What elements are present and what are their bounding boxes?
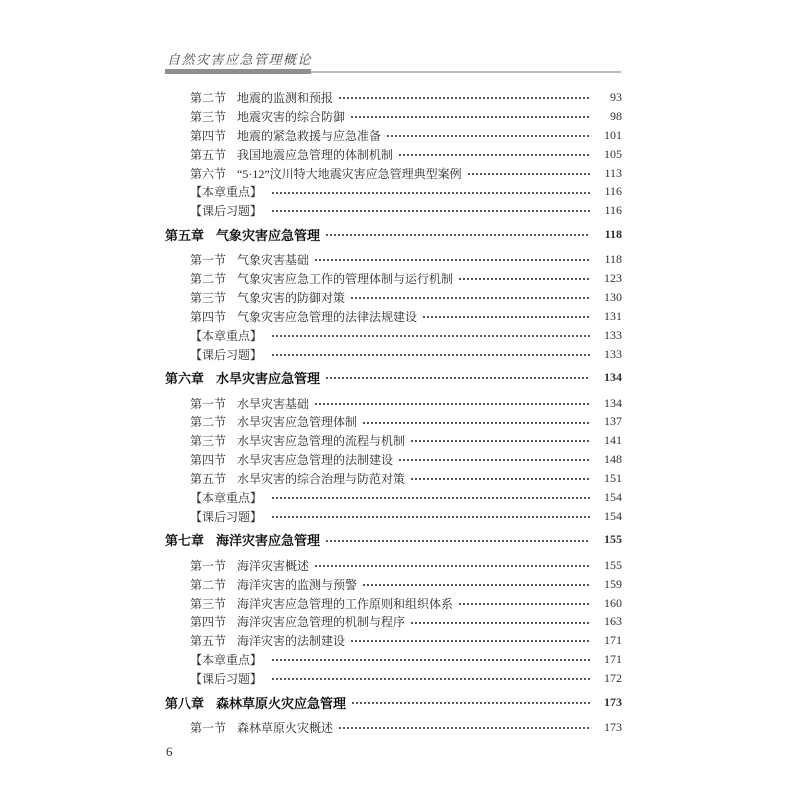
toc-entry-row <box>165 594 622 613</box>
entry-title: 气象灾害的防御对策 <box>237 290 346 305</box>
entry-title: 地震的监测和预报 <box>237 90 334 105</box>
dot-leader <box>314 250 590 269</box>
entry-title: 气象灾害应急工作的管理体制与运行机制 <box>237 272 454 287</box>
entry-number: 第四节 <box>190 453 227 468</box>
toc-entry-row <box>165 718 622 737</box>
entry-page: 116 <box>604 184 622 199</box>
dot-leader <box>271 182 590 201</box>
toc-entry-row <box>165 450 622 469</box>
entry-page: 160 <box>604 595 622 610</box>
entry-page: 151 <box>604 471 622 486</box>
dot-leader <box>314 394 590 413</box>
dot-leader <box>271 669 590 688</box>
entry-page: 101 <box>604 127 622 142</box>
entry-title: 【课后习题】 <box>190 204 263 219</box>
entry-page: 155 <box>604 557 622 572</box>
toc-entry-row <box>165 412 622 431</box>
entry-title: 【本章重点】 <box>190 328 263 343</box>
entry-number: 第二节 <box>190 415 227 430</box>
entry-number: 第八章 <box>165 695 205 711</box>
dot-leader <box>410 469 590 488</box>
dot-leader <box>338 88 590 107</box>
running-header-title: 自然灾害应急管理概论 <box>167 52 313 67</box>
entry-title: 海洋灾害的监测与预警 <box>237 577 358 592</box>
entry-page: 134 <box>604 395 622 410</box>
entry-page: 105 <box>604 146 622 161</box>
toc-chapter-row <box>165 368 622 388</box>
toc-list <box>165 88 622 737</box>
dot-leader <box>458 594 590 613</box>
entry-page: 141 <box>604 433 622 448</box>
toc-chapter-row <box>165 530 622 550</box>
entry-number: 第三节 <box>190 434 227 449</box>
entry-page: 130 <box>604 289 622 304</box>
entry-title: 气象灾害应急管理 <box>216 227 321 243</box>
entry-page: 113 <box>604 165 622 180</box>
entry-page: 154 <box>604 489 622 504</box>
dot-leader <box>325 224 590 244</box>
dot-leader <box>362 575 590 594</box>
entry-page: 173 <box>604 694 622 709</box>
toc-entry-row <box>165 326 622 345</box>
toc-entry-row <box>165 488 622 507</box>
entry-number: 第五章 <box>165 227 205 243</box>
entry-number: 第五节 <box>190 472 227 487</box>
entry-page: 173 <box>604 719 622 734</box>
toc-entry-row <box>165 269 622 288</box>
dot-leader <box>362 412 590 431</box>
entry-title: 【本章重点】 <box>190 185 263 200</box>
entry-number: 第三节 <box>190 596 227 611</box>
entry-title: 【课后习题】 <box>190 672 263 687</box>
dot-leader <box>271 345 590 364</box>
entry-page: 98 <box>610 108 622 123</box>
dot-leader <box>325 368 590 388</box>
toc-entry-row <box>165 394 622 413</box>
entry-page: 159 <box>604 576 622 591</box>
entry-page: 155 <box>604 532 622 547</box>
entry-title: “5·12”汶川特大地震灾害应急管理典型案例 <box>237 166 462 181</box>
toc-entry-row <box>165 669 622 688</box>
entry-title: 森林草原火灾概述 <box>237 720 334 735</box>
dot-leader <box>458 269 590 288</box>
entry-page: 172 <box>604 671 622 686</box>
entry-number: 第三节 <box>190 109 227 124</box>
dot-leader <box>271 507 590 526</box>
entry-page: 134 <box>604 370 622 385</box>
entry-title: 水旱灾害应急管理体制 <box>237 415 358 430</box>
entry-title: 水旱灾害应急管理的法制建设 <box>237 453 394 468</box>
entry-title: 【课后习题】 <box>190 509 263 524</box>
entry-title: 森林草原火灾应急管理 <box>216 695 347 711</box>
entry-number: 第四节 <box>190 128 227 143</box>
entry-number: 第六章 <box>165 371 205 387</box>
entry-title: 地震的紧急救援与应急准备 <box>237 128 382 143</box>
dot-leader <box>350 631 590 650</box>
toc-entry-row <box>165 650 622 669</box>
entry-number: 第五节 <box>190 634 227 649</box>
entry-page: 133 <box>604 327 622 342</box>
entry-title: 【本章重点】 <box>190 653 263 668</box>
entry-title: 气象灾害基础 <box>237 253 310 268</box>
dot-leader <box>398 145 590 164</box>
entry-title: 我国地震应急管理的体制机制 <box>237 147 394 162</box>
entry-number: 第一节 <box>190 720 227 735</box>
dot-leader <box>271 201 590 220</box>
entry-title: 水旱灾害的综合治理与防范对策 <box>237 472 406 487</box>
entry-page: 148 <box>604 452 622 467</box>
toc-entry-row <box>165 507 622 526</box>
entry-number: 第六节 <box>190 166 227 181</box>
toc-entry-row <box>165 469 622 488</box>
entry-page: 93 <box>610 89 622 104</box>
toc-entry-row <box>165 145 622 164</box>
entry-page: 137 <box>604 414 622 429</box>
dot-leader <box>314 556 590 575</box>
entry-page: 154 <box>604 508 622 523</box>
entry-title: 海洋灾害的法制建设 <box>237 634 346 649</box>
entry-title: 海洋灾害应急管理的机制与程序 <box>237 615 406 630</box>
dot-leader <box>271 326 590 345</box>
entry-title: 海洋灾害应急管理的工作原则和组织体系 <box>237 596 454 611</box>
toc-entry-row <box>165 126 622 145</box>
header-rule-thick <box>165 69 311 74</box>
dot-leader <box>351 692 590 712</box>
toc-chapter-row <box>165 224 622 244</box>
folio-page-number: 6 <box>166 744 173 759</box>
entry-number: 第四节 <box>190 309 227 324</box>
entry-title: 海洋灾害应急管理 <box>216 533 321 549</box>
dot-leader <box>467 164 590 183</box>
toc-entry-row <box>165 164 622 183</box>
dot-leader <box>338 718 590 737</box>
dot-leader <box>410 431 590 450</box>
entry-number: 第一节 <box>190 396 227 411</box>
dot-leader <box>410 612 590 631</box>
entry-number: 第七章 <box>165 533 205 549</box>
dot-leader <box>271 650 590 669</box>
entry-title: 【课后习题】 <box>190 347 263 362</box>
entry-title: 地震灾害的综合防御 <box>237 109 346 124</box>
entry-title: 【本章重点】 <box>190 490 263 505</box>
dot-leader <box>422 307 590 326</box>
toc-entry-row <box>165 201 622 220</box>
dot-leader <box>350 288 590 307</box>
toc-entry-row <box>165 431 622 450</box>
entry-title: 水旱灾害应急管理 <box>216 371 321 387</box>
dot-leader <box>325 530 590 550</box>
toc-entry-row <box>165 575 622 594</box>
entry-page: 171 <box>604 652 622 667</box>
dot-leader <box>398 450 590 469</box>
entry-page: 171 <box>604 633 622 648</box>
toc-entry-row <box>165 612 622 631</box>
entry-number: 第二节 <box>190 90 227 105</box>
toc-entry-row <box>165 88 622 107</box>
entry-number: 第五节 <box>190 147 227 162</box>
entry-number: 第二节 <box>190 577 227 592</box>
dot-leader <box>350 107 590 126</box>
toc-entry-row <box>165 556 622 575</box>
toc-entry-row <box>165 631 622 650</box>
entry-page: 131 <box>604 308 622 323</box>
entry-title: 海洋灾害概述 <box>237 558 310 573</box>
entry-number: 第四节 <box>190 615 227 630</box>
entry-number: 第一节 <box>190 253 227 268</box>
toc-entry-row <box>165 345 622 364</box>
entry-page: 123 <box>604 271 622 286</box>
toc-entry-row <box>165 307 622 326</box>
entry-page: 118 <box>604 252 622 267</box>
entry-page: 116 <box>604 203 622 218</box>
toc-entry-row <box>165 182 622 201</box>
entry-page: 163 <box>604 614 622 629</box>
toc-entry-row <box>165 288 622 307</box>
entry-number: 第一节 <box>190 558 227 573</box>
dot-leader <box>271 488 590 507</box>
entry-page: 118 <box>604 226 622 241</box>
toc-entry-row <box>165 107 622 126</box>
entry-number: 第三节 <box>190 290 227 305</box>
toc-entry-row <box>165 250 622 269</box>
entry-title: 水旱灾害基础 <box>237 396 310 411</box>
entry-number: 第二节 <box>190 272 227 287</box>
toc-chapter-row <box>165 692 622 712</box>
entry-title: 气象灾害应急管理的法律法规建设 <box>237 309 418 324</box>
entry-page: 133 <box>604 346 622 361</box>
dot-leader <box>386 126 590 145</box>
entry-title: 水旱灾害应急管理的流程与机制 <box>237 434 406 449</box>
